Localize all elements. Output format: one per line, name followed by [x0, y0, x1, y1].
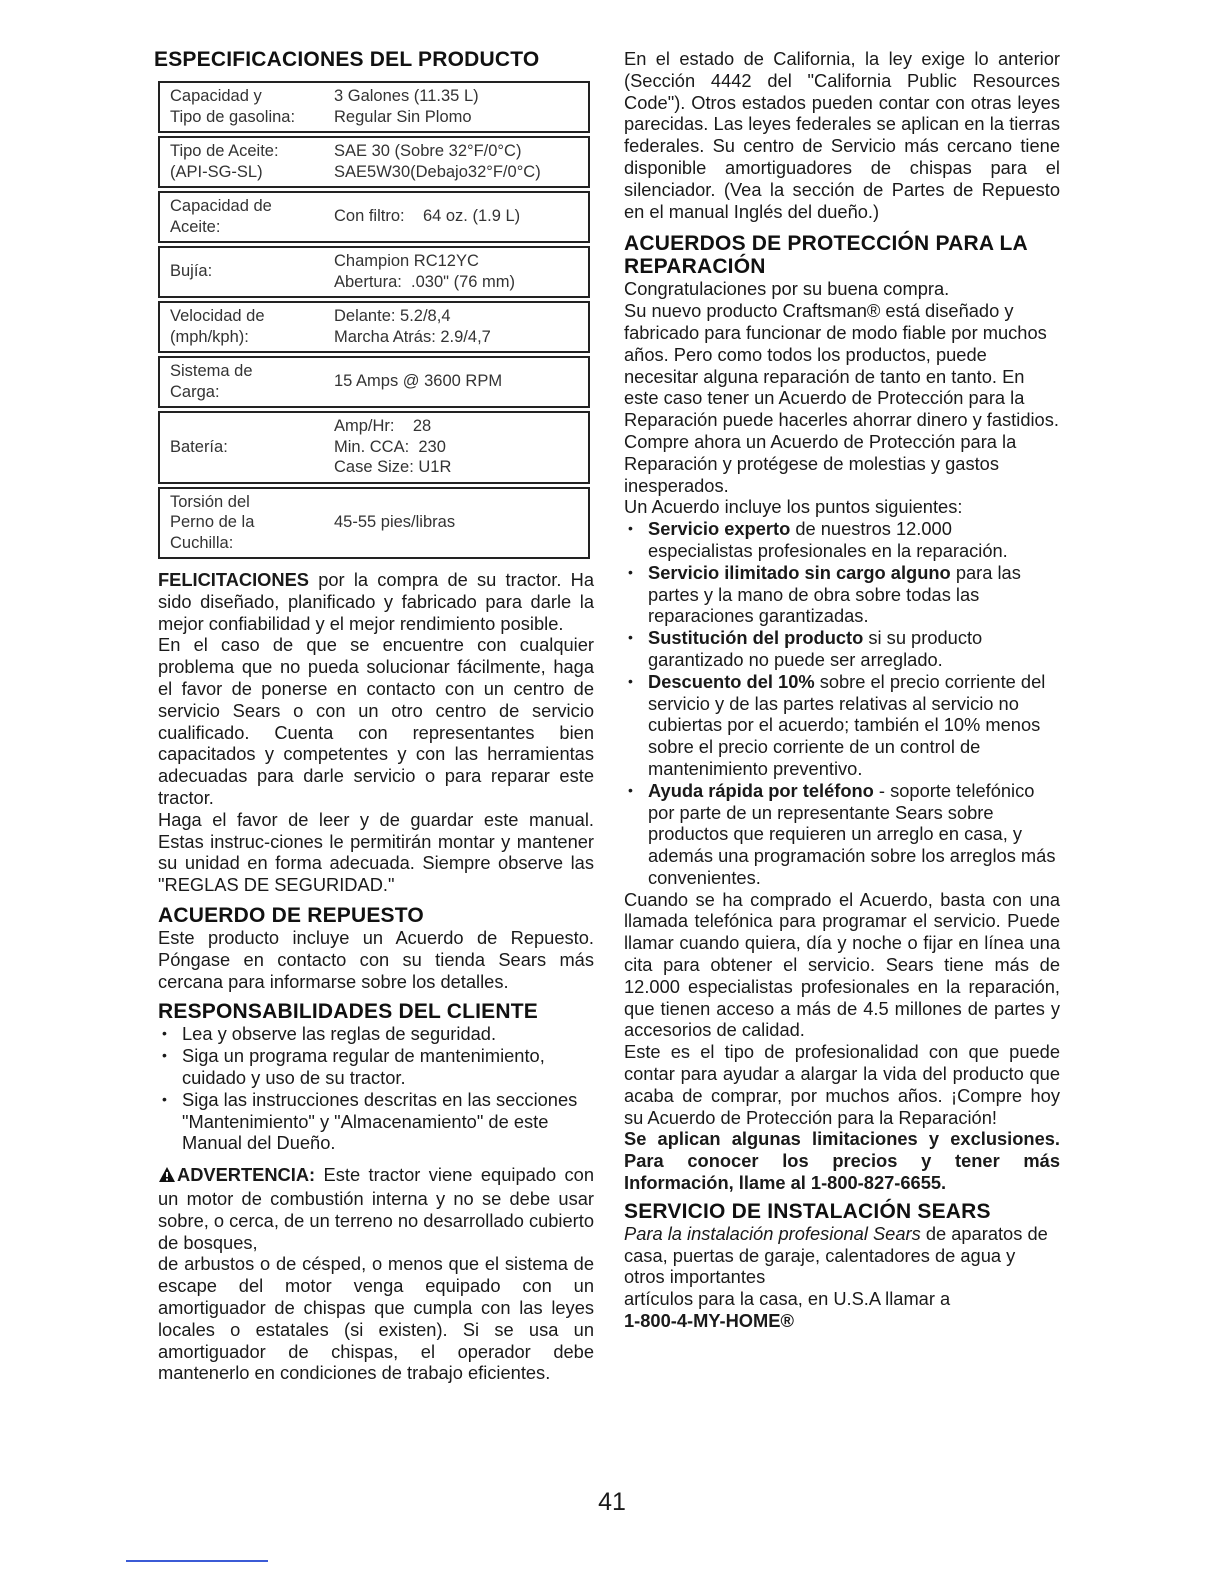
spec-row: [159, 412, 589, 483]
spec-label-line: (API-SG-SL): [170, 162, 263, 181]
protection-paragraph-3: Compre ahora un Acuerdo de Protección para la Reparación y protégese de molestias y gastos inesperados.: [624, 430, 1017, 496]
spec-row: [159, 192, 589, 242]
list-item-bold: Sustitución del producto: [648, 627, 864, 649]
list-item-bold: Servicio ilimitado sin cargo alguno: [648, 561, 951, 583]
spec-label-line: Bujía:: [170, 262, 213, 281]
list-item: • Siga las instrucciones descritas en las secciones "Mantenimiento" y "Almacenamiento" de este Manual del Dueño.: [158, 1089, 594, 1154]
list-item: [624, 518, 1060, 562]
list-item-text: de nuestros 12.000 especialistas profesionales en la reparación.: [648, 518, 1008, 561]
list-item: [624, 671, 1060, 780]
warning-text: Este tractor viene equipado con un motor de combustión interna y no se debe usar sobre, o cerca, de un terreno no desarrollado cubierto de bosques,: [158, 1164, 594, 1253]
service-paragraph: En el caso de que se encuentre con cualquier problema que no pueda solucionar fácilmente, haga el favor de ponerse en contacto con un centro de servicio Sears o con un otro centro de servicio cualificado. Cuenta con representantes bien capacitados y competentes y con las herramientas adecuadas para darle servicio o para reparar este tractor.: [158, 634, 594, 808]
list-item-text: sobre el precio corriente del servicio y de las partes relativas al servicio no cubiertas por el acuerdo; también el 10% menos sobre el precio corriente de un control de mantenimiento preventivo.: [648, 670, 1046, 779]
list-item: • Siga un programa regular de mantenimiento, cuidado y uso de su tractor.: [158, 1045, 594, 1089]
list-item-bold: Descuento del 10%: [648, 670, 815, 692]
left-column: [154, 48, 594, 1384]
protection-paragraph-4: Un Acuerdo incluye los puntos siguientes:: [624, 496, 963, 518]
list-item-text: para las partes y la mano de obra sobre todas las reparaciones garantizadas.: [648, 561, 1021, 627]
warning-paragraph: [158, 1164, 594, 1253]
spec-value-line: Marcha Atrás: 2.9/4,7: [334, 327, 491, 346]
list-item-text: si su producto garantizado no puede ser arreglado.: [648, 627, 983, 670]
list-item: [624, 780, 1060, 889]
spec-label: [159, 247, 328, 297]
spec-label-line: Aceite:: [170, 217, 221, 236]
manual-paragraph: Haga el favor de leer y de guardar este manual. Estas instruc-ciones le permitirán montar y mantener su unidad en forma adecuada. Siempre observe las "REGLAS DE SEGURIDAD.": [158, 808, 594, 896]
spec-label: [159, 357, 328, 407]
specs-title: ESPECIFICACIONES DEL PRODUCTO: [154, 48, 540, 71]
list-item: [624, 627, 1060, 671]
installation-phone: 1-800-4-MY-HOME®: [624, 1310, 794, 1332]
spec-label-line: Sistema de: [170, 362, 253, 380]
congrats-paragraph: [158, 569, 594, 634]
list-item: • Lea y observe las reglas de seguridad.: [158, 1023, 594, 1045]
protection-paragraph-6: Este es el tipo de profesionalidad con que puede contar para ayudar a alargar la vida del producto que acaba de comprar, por muchos años. ¡Compre hoy su Acuerdo de Protección para la Reparación!: [624, 1041, 1060, 1128]
spec-label: [159, 82, 328, 132]
footer-rule: [126, 1560, 268, 1562]
warning-paragraph-2: de arbustos o de césped, o menos que el sistema de escape del motor venga equipado con un amortiguador de chispas que cumpla con las leyes locales o estatales (si existen). Si se usa un amortiguador de chispas, el operador debe mantenerlo en condiciones de trabajo eficientes.: [158, 1253, 594, 1384]
spec-label: [159, 302, 328, 352]
spec-value-line: 45-55 pies/libras: [334, 513, 456, 531]
spec-row: [159, 488, 589, 559]
protection-paragraph-1: Congratulaciones por su buena compra.: [624, 278, 950, 300]
spec-row: [159, 247, 589, 297]
spec-row: [159, 137, 589, 187]
spec-label-line: Batería:: [170, 437, 228, 456]
spec-value-line: Abertura: .030" (76 mm): [334, 272, 516, 291]
spec-value-line: Case Size: U1R: [334, 458, 452, 476]
spec-label: [159, 192, 328, 242]
california-paragraph: En el estado de California, la ley exige lo anterior (Sección 4442 del "California Public Resources Code"). Otros estados pueden contar con otras leyes parecidas. Las leyes federales se aplican en la tierras federales. Su centro de Servicio más cercano tiene disponible amortiguadores de chispas para el silenciador. (Vea la sección de Partes de Repuesto en el manual Inglés del dueño.): [624, 48, 1060, 222]
spec-value: [328, 192, 589, 242]
warning-triangle-icon: [158, 1166, 176, 1188]
list-item-text: - soporte telefónico por parte de un representante Sears sobre productos que requieren un arreglo en casa, y además una programación sobre los arreglos más convenientes.: [648, 779, 1056, 888]
spec-value-line: SAE5W30(Debajo32°F/0°C): [334, 162, 541, 181]
list-item-bold: Ayuda rápida por teléfono: [648, 779, 874, 801]
protection-paragraph-5: Cuando se ha comprado el Acuerdo, basta con una llamada telefónica para programar el servicio. Puede llamar cuando quiera, día y noche o fijar en línea una cita para obtener el servicio. Sears tiene más de 12.000 especialistas profesionales en la reparación, que tienen acceso a más de 4.5 millones de partes y accesorios de calidad.: [624, 888, 1060, 1041]
warning-label: ADVERTENCIA:: [177, 1164, 316, 1186]
spec-value-line: Regular Sin Plomo: [334, 107, 472, 126]
spec-label-line: Cuchilla:: [170, 533, 234, 552]
spec-value-line: Con filtro: 64 oz. (1.9 L): [334, 207, 521, 226]
repuesto-text: Este producto incluye un Acuerdo de Repuesto. Póngase en contacto con su tienda Sears más cercana para informarse sobre los detalles.: [158, 926, 594, 992]
spec-label: [159, 488, 328, 559]
installation-italic: Para la instalación profesional Sears: [624, 1222, 921, 1244]
page-number: 41: [598, 1488, 626, 1516]
spec-value: [328, 302, 589, 352]
repuesto-title: ACUERDO DE REPUESTO: [158, 903, 424, 927]
list-item: [624, 562, 1060, 627]
responsibilities-title: RESPONSABILIDADES DEL CLIENTE: [158, 1000, 538, 1024]
spec-label-line: (mph/kph):: [170, 327, 249, 346]
spec-label-line: Tipo de gasolina:: [170, 107, 296, 126]
spec-value-line: 15 Amps @ 3600 RPM: [334, 372, 503, 391]
spec-label: [159, 412, 328, 483]
right-column: [624, 48, 1060, 1332]
spec-row: [159, 357, 589, 407]
spec-value-line: Min. CCA: 230: [334, 437, 446, 456]
spec-value: [328, 82, 589, 132]
installation-paragraph: [624, 1223, 1060, 1288]
spec-value-line: Champion RC12YC: [334, 252, 479, 270]
installation-text: de aparatos de casa, puertas de garaje, calentadores de agua y otros importantes: [624, 1222, 1048, 1288]
spec-label-line: Capacidad y: [170, 87, 262, 105]
spec-label-line: Carga:: [170, 382, 220, 401]
spec-row: [159, 302, 589, 352]
installation-title: SERVICIO DE INSTALACIÓN SEARS: [624, 1199, 991, 1223]
spec-label-line: Capacidad de: [170, 197, 272, 215]
protection-title: ACUERDOS DE PROTECCIÓN PARA LA REPARACIÓN: [624, 232, 1028, 279]
spec-label: [159, 137, 328, 187]
spec-value: [328, 488, 589, 559]
installation-paragraph-2: artículos para la casa, en U.S.A llamar a: [624, 1288, 951, 1310]
spec-value-line: Amp/Hr: 28: [334, 417, 432, 435]
spec-label-line: Tipo de Aceite:: [170, 142, 279, 160]
congrats-text: por la compra de su tractor. Ha sido diseñado, planificado y fabricado para darle la mejor confiabilidad y el mejor rendimiento posible.: [158, 569, 594, 634]
limitations-notice: Se aplican algunas limitaciones y exclusiones. Para conocer los precios y tener más Información, llame al 1-800-827-6655.: [624, 1128, 1060, 1194]
specs-table: [158, 81, 590, 559]
spec-value: [328, 412, 589, 483]
congrats-bold: FELICITACIONES: [158, 569, 309, 590]
spec-value-line: 3 Galones (11.35 L): [334, 87, 479, 105]
spec-label-line: Perno de la: [170, 513, 255, 531]
protection-paragraph-2: Su nuevo producto Craftsman® está diseñado y fabricado para funcionar de modo fiable por muchos años. Pero como todos los productos, puede necesitar alguna reparación de tanto en tanto. En este caso tener un Acuerdo de Protección para la Reparación puede hacerles ahorrar dinero y fastidios.: [624, 300, 1059, 431]
spec-value: [328, 357, 589, 407]
responsibilities-list: [158, 1023, 594, 1154]
spec-value-line: SAE 30 (Sobre 32°F/0°C): [334, 142, 522, 160]
spec-label-line: Velocidad de: [170, 307, 265, 325]
list-item-bold: Servicio experto: [648, 518, 791, 540]
spec-value: [328, 137, 589, 187]
spec-label-line: Torsión del: [170, 492, 250, 511]
protection-list: [624, 518, 1060, 889]
spec-row: [159, 82, 589, 132]
spec-value-line: Delante: 5.2/8,4: [334, 307, 451, 325]
spec-value: [328, 247, 589, 297]
